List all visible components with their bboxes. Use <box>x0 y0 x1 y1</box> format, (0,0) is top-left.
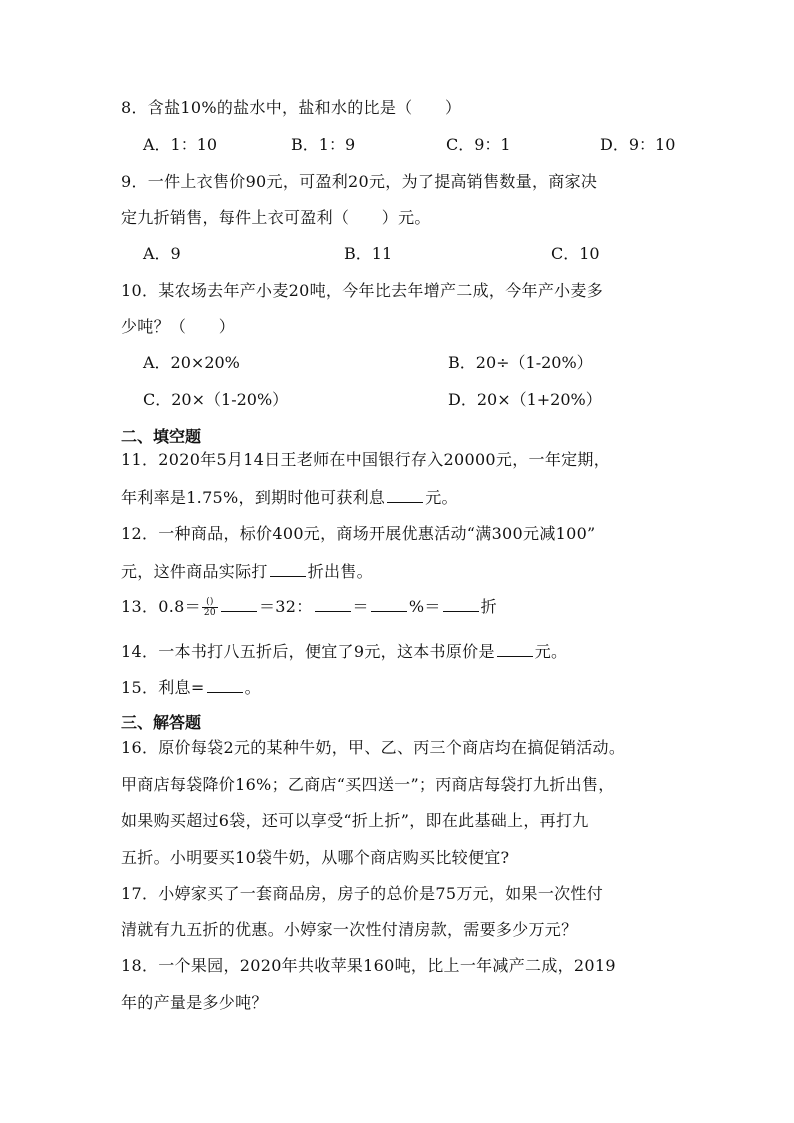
q8-option-d: D．9：10 <box>600 135 676 154</box>
q10-option-c: C．20×（1-20%） <box>143 390 289 409</box>
q12-answer-blank[interactable] <box>270 561 306 577</box>
q14-line <box>121 641 567 662</box>
q13-text-4: 折 <box>480 597 497 616</box>
q13-fraction <box>202 597 218 618</box>
q13-text-1: ＝32： <box>258 597 313 616</box>
q9-option-b: B．11 <box>344 244 393 263</box>
section-heading-fill-in: 二、填空题 <box>121 427 202 446</box>
section-heading-solve: 三、解答题 <box>121 713 202 732</box>
q9-option-a: A．9 <box>143 244 181 263</box>
q15-text-a: 15．利息= <box>121 678 205 697</box>
q13-fraction-denominator: 20 <box>203 608 216 618</box>
q12-text-b: 折出售。 <box>307 562 373 581</box>
q12-line2 <box>121 561 373 582</box>
q9-line2: 定九折销售，每件上衣可盈利（ ）元。 <box>121 208 431 227</box>
q15-line <box>121 677 261 698</box>
q16-line2: 甲商店每袋降价16%；乙商店“买四送一”；丙商店每袋打九折出售， <box>121 775 615 794</box>
q8-option-b: B．1：9 <box>291 135 356 154</box>
q10-line1: 10．某农场去年产小麦20吨，今年比去年增产二成，今年产小麦多 <box>121 281 604 300</box>
q9-option-c: C．10 <box>551 244 600 263</box>
q13-prefix: 13．0.8＝ <box>121 597 201 616</box>
q13-text-2: ＝ <box>352 597 369 616</box>
q14-text-a: 14．一本书打八五折后，便宜了9元，这本书原价是 <box>121 642 495 661</box>
q15-answer-blank[interactable] <box>207 677 243 693</box>
q8-option-c: C．9：1 <box>446 135 511 154</box>
q15-text-b: 。 <box>244 678 261 697</box>
q13-blank-2[interactable] <box>315 596 351 612</box>
q9-line1: 9．一件上衣售价90元，可盈利20元，为了提高销售数量，商家决 <box>121 172 598 191</box>
q16-line4: 五折。小明要买10袋牛奶，从哪个商店购买比较便宜? <box>121 848 510 867</box>
q16-line3: 如果购买超过6袋，还可以享受“折上折”，即在此基础上，再打九 <box>121 811 589 830</box>
q13-blank-4[interactable] <box>443 596 479 612</box>
q17-line2: 清就有九五折的优惠。小婷家一次性付清房款，需要多少万元？ <box>121 920 578 939</box>
q8-stem: 8．含盐10%的盐水中，盐和水的比是（ ） <box>121 98 462 117</box>
q10-option-b: B．20÷（1-20%） <box>448 353 593 372</box>
q14-answer-blank[interactable] <box>497 641 533 657</box>
q18-line2: 年的产量是多少吨？ <box>121 993 268 1012</box>
q13-fraction-numerator: () <box>202 597 218 608</box>
q10-line2: 少吨？（ ） <box>121 317 236 336</box>
q10-option-a: A．20×20% <box>143 353 240 372</box>
q13-blank-3[interactable] <box>371 596 407 612</box>
q13-text-3: %＝ <box>408 597 441 616</box>
q13-blank-1[interactable] <box>221 596 257 612</box>
q16-line1: 16．原价每袋2元的某种牛奶，甲、乙、丙三个商店均在搞促销活动。 <box>121 738 626 757</box>
q12-text-a: 元，这件商品实际打 <box>121 562 268 581</box>
q17-line1: 17．小婷家买了一套商品房，房子的总价是75万元，如果一次性付 <box>121 884 604 903</box>
q10-option-d: D．20×（1+20%） <box>448 390 602 409</box>
q11-answer-blank[interactable] <box>387 487 423 503</box>
q8-option-a: A．1：10 <box>143 135 218 154</box>
q14-text-b: 元。 <box>534 642 568 661</box>
q11-line2 <box>121 487 458 508</box>
q11-text-b: 元。 <box>425 488 458 507</box>
q12-line1: 12．一种商品，标价400元，商场开展优惠活动“满300元减100” <box>121 524 596 543</box>
q18-line1: 18．一个果园，2020年共收苹果160吨，比上一年减产二成，2019 <box>121 956 616 975</box>
q11-text-a: 年利率是1.75%，到期时他可获利息 <box>121 488 386 507</box>
q13-line <box>121 596 497 618</box>
q11-line1: 11．2020年5月14日王老师在中国银行存入20000元，一年定期， <box>121 450 611 469</box>
